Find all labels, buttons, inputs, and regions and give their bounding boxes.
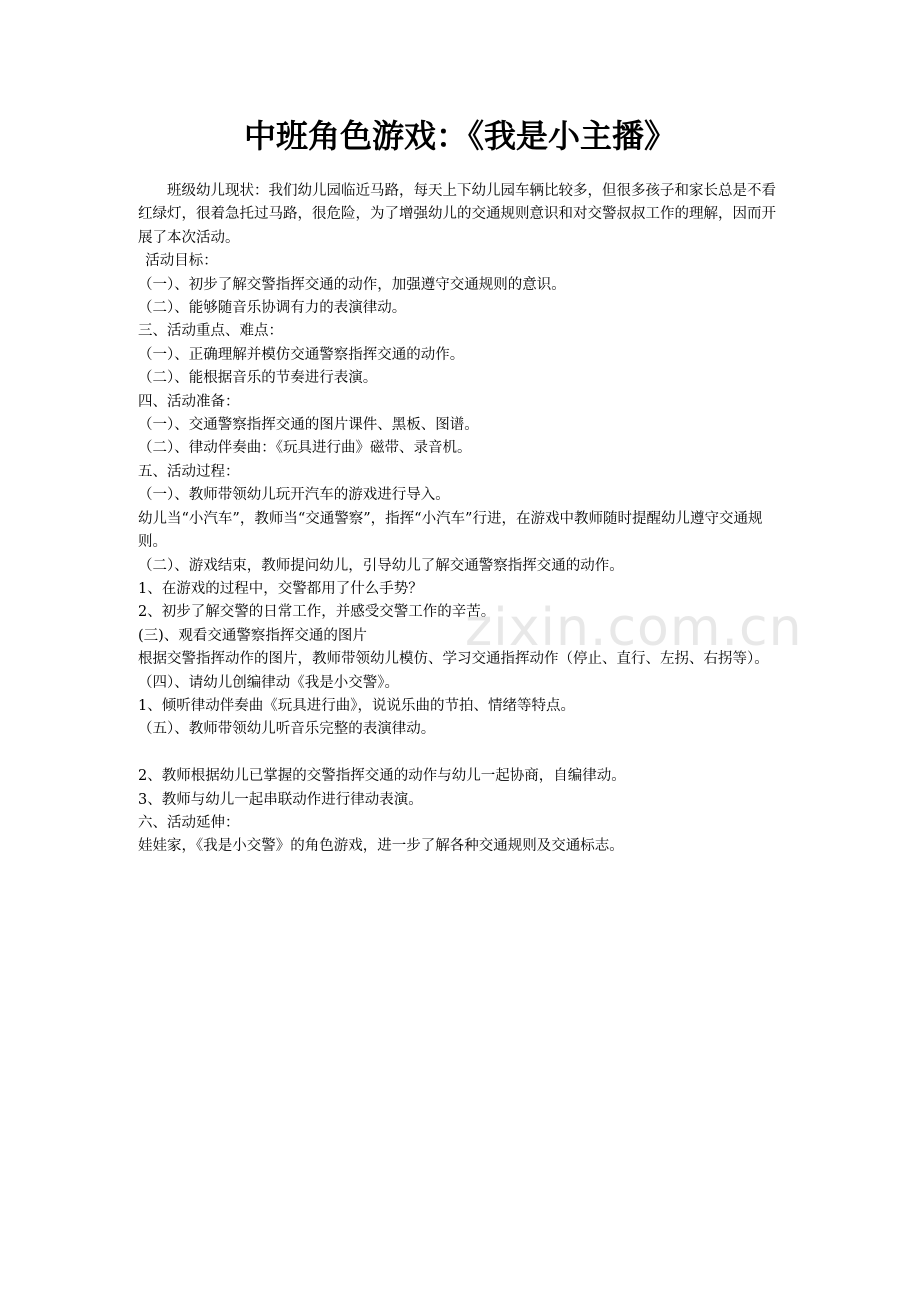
paragraph-text: 幼儿当“小汽车”，教师当“交通警察”，指挥“小汽车”行进，在游戏中教师随时提醒幼儿遵守交通规则。 — [138, 510, 763, 551]
list-item: （二）、游戏结束，教师提问幼儿，引导幼儿了解交通警察指挥交通的动作。 — [138, 557, 624, 574]
list-item: （一）、正确理解并模仿交通警察指挥交通的动作。 — [138, 346, 465, 363]
heading-extension: 六、活动延伸： — [138, 814, 240, 831]
watermark: zixin.com.cn — [465, 598, 803, 658]
list-item: 2、教师根据幼儿已掌握的交警指挥交通的动作与幼儿一起协商，自编律动。 — [138, 768, 626, 785]
list-item: （一）、交通警察指挥交通的图片课件、黑板、图谱。 — [138, 417, 479, 434]
heading-activity-goals: 活动目标： — [145, 253, 218, 270]
list-item: 1、在游戏的过程中，交警都用了什么手势？ — [138, 580, 423, 597]
list-item: （一）、教师带领幼儿玩开汽车的游戏进行导入。 — [138, 487, 450, 504]
list-item: 3、教师与幼儿一起串联动作进行律动表演。 — [138, 791, 423, 808]
blank-line — [138, 742, 788, 765]
paragraph-text: 根据交警指挥动作的图片，教师带领幼儿模仿、学习交通指挥动作（停止、直行、左拐、右拐等）。 — [138, 651, 769, 668]
list-item: （二）、能够随音乐协调有力的表演律动。 — [138, 300, 407, 317]
heading-preparation: 四、活动准备： — [138, 393, 240, 410]
heading-process: 五、活动过程： — [138, 463, 240, 480]
list-item: (三)、观看交通警察指挥交通的图片 — [138, 627, 367, 644]
list-item: （二）、能根据音乐的节奏进行表演。 — [138, 370, 378, 387]
paragraph-text: 娃娃家，《我是小交警》的角色游戏，进一步了解各种交通规则及交通标志。 — [138, 838, 624, 855]
list-item: （四）、请幼儿创编律动《我是小交警》。 — [138, 674, 399, 691]
list-item: （五）、教师带领幼儿听音乐完整的表演律动。 — [138, 721, 436, 738]
list-item: 1、倾听律动伴奏曲《玩具进行曲》，说说乐曲的节拍、情绪等特点。 — [138, 697, 575, 714]
list-item: （一）、初步了解交警指挥交通的动作，加强遵守交通规则的意识。 — [138, 276, 566, 293]
heading-key-points: 三、活动重点、难点： — [138, 323, 283, 340]
document-body — [138, 180, 788, 859]
paragraph-class-status: 班级幼儿现状：我们幼儿园临近马路，每天上下幼儿园车辆比较多，但很多孩子和家长总是不看红绿灯，很着急托过马路，很危险，为了增强幼儿的交通规则意识和对交警叔叔工作的理解，因而开展了本次活动。 — [138, 183, 776, 246]
list-item: （二）、律动伴奏曲：《玩具进行曲》磁带、录音机。 — [138, 440, 472, 457]
list-item: 2、初步了解交警的日常工作，并感受交警工作的辛苦。 — [138, 604, 496, 621]
page-title: 中班角色游戏：《我是小主播》 — [243, 117, 676, 155]
